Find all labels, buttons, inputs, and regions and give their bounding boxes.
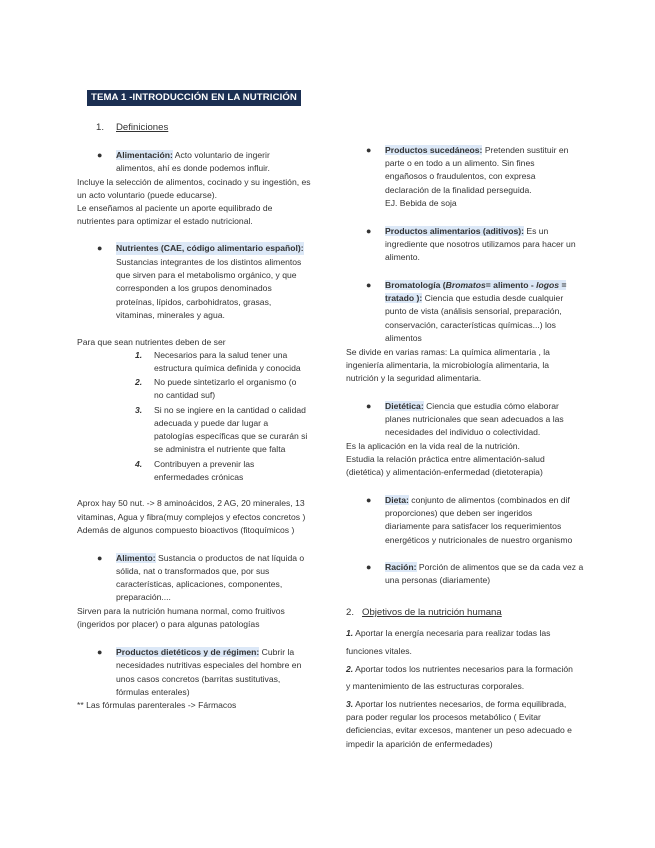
alimentacion-line-1 bbox=[116, 149, 270, 162]
dieta-line-4: energéticos y nutricionales de nuestro organismo bbox=[385, 535, 573, 545]
sucedaneos-line-1 bbox=[385, 144, 568, 157]
alimento-text: Sustancia o productos de nat líquida o bbox=[158, 553, 305, 563]
alimentacion-after-1: Incluye la selección de alimentos, cocinado y su ingestión, es bbox=[77, 177, 311, 187]
dieta-line-3: diariamente para satisfacer los requerimientos bbox=[385, 521, 562, 531]
bromatologia-term-d: logos bbox=[536, 280, 560, 290]
requisito-3-line-2: adecuada y puede dar lugar a bbox=[154, 418, 269, 428]
bullet-icon: ● bbox=[366, 495, 372, 505]
racion-term: Ración: bbox=[385, 562, 417, 572]
alimentacion-after-2: un acto voluntario (puede educarse). bbox=[77, 190, 217, 200]
sucedaneos-text: Pretenden sustituir en bbox=[484, 145, 569, 155]
bullet-icon: ● bbox=[366, 401, 372, 411]
bromatologia-term-b: Bromatos bbox=[445, 280, 486, 290]
requisitos-intro: Para que sean nutrientes deben de ser bbox=[77, 337, 226, 347]
bromatologia-after-3: nutrición y la seguridad alimentaria. bbox=[346, 373, 482, 383]
objetivo-3-line-2: para poder regular los procesos metabólico ( Evitar bbox=[346, 712, 541, 722]
dieteticos-line-4: fórmulas enterales) bbox=[116, 687, 190, 697]
bromatologia-after-1: Se divide en varias ramas: La química alimentaria , la bbox=[346, 347, 550, 357]
nutrientes-line-2: que sirven para el metabolismo orgánico, y que bbox=[116, 270, 297, 280]
requisito-2-number: 2. bbox=[135, 377, 143, 387]
section-1-title: Definiciones bbox=[116, 122, 169, 133]
objetivo-2-line-1 bbox=[346, 663, 573, 676]
objetivo-1-line-2: funciones vitales. bbox=[346, 646, 412, 656]
bromatologia-term-a: Bromatología ( bbox=[385, 280, 446, 290]
section-2-number: 2. bbox=[346, 607, 355, 618]
aditivos-line-3: alimento. bbox=[385, 252, 420, 262]
objetivo-2-line-2: y mantenimiento de las estructuras corporales. bbox=[346, 681, 525, 691]
alimentacion-after-4: nutrientes para optimizar el estado nutricional. bbox=[77, 216, 253, 226]
dietetica-after-2: Estudia la relación práctica entre alimentación-salud bbox=[346, 454, 545, 464]
bromatologia-term-e: = bbox=[559, 280, 567, 290]
requisito-1-line-2: estructura química definida y conocida bbox=[154, 363, 301, 373]
objetivo-3-line-4: impedir la aparición de enfermedades) bbox=[346, 739, 493, 749]
sucedaneos-line-4: declaración de la finalidad perseguida. bbox=[385, 185, 532, 195]
dieteticos-after: ** Las fórmulas parenterales -> Fármacos bbox=[77, 700, 237, 710]
bullet-icon: ● bbox=[366, 562, 372, 572]
requisito-1-number: 1. bbox=[135, 350, 143, 360]
alimento-after-2: (ingeridos por placer) o para algunas patologías bbox=[77, 619, 260, 629]
dieteticos-text: Cubrir la bbox=[261, 647, 295, 657]
dieteticos-line-3: unos casos concretos (barritas sustitutivas, bbox=[116, 674, 281, 684]
alimento-line-2: sólida, nat o transformados que, por sus bbox=[116, 566, 270, 576]
requisito-4-number: 4. bbox=[135, 459, 143, 469]
dieta-line-1 bbox=[385, 494, 570, 507]
bromatologia-line-1 bbox=[385, 292, 563, 305]
objetivo-1-line-1 bbox=[346, 627, 550, 640]
alimentacion-after-3: Le enseñamos al paciente un aporte equilibrado de bbox=[77, 203, 273, 213]
objetivo-3-line-1 bbox=[346, 698, 566, 711]
nutrientes-line-1: Sustancias integrantes de los distintos alimentos bbox=[116, 257, 302, 267]
alimentacion-text: Acto voluntario de ingerir bbox=[174, 150, 270, 160]
sucedaneos-term: Productos sucedáneos: bbox=[385, 145, 483, 155]
bullet-icon: ● bbox=[97, 553, 103, 563]
sucedaneos-line-3: engañosos o fraudulentos, con expresa bbox=[385, 171, 536, 181]
bromatologia-line-4: alimentos bbox=[385, 333, 422, 343]
alimentacion-line-2: alimentos, ahí es donde podemos influir. bbox=[116, 163, 270, 173]
alimento-line-3: características, aplicaciones, componentes, bbox=[116, 579, 283, 589]
dieta-text: conjunto de alimentos (combinados en dif bbox=[411, 495, 570, 505]
racion-line-2: una personas (diariamente) bbox=[385, 575, 491, 585]
sucedaneos-example: EJ. Bebida de soja bbox=[385, 198, 457, 208]
requisito-3-line-1: Si no se ingiere en la cantidad o calidad bbox=[154, 405, 306, 415]
requisito-4-line-1: Contribuyen a prevenir las bbox=[154, 459, 255, 469]
dieteticos-line-2: necesidades nutritivas especiales del hombre en bbox=[116, 660, 302, 670]
dietetica-line-1 bbox=[385, 400, 559, 413]
requisito-2-line-1: No puede sintetizarlo el organismo (o bbox=[154, 377, 297, 387]
dietetica-line-3: necesidades del individuo o colectividad. bbox=[385, 427, 541, 437]
bromatologia-line-2: punto de vista (análisis sensorial, preparación, bbox=[385, 306, 562, 316]
aditivos-term: Productos alimentarios (aditivos): bbox=[385, 226, 524, 236]
bullet-icon: ● bbox=[366, 226, 372, 236]
dietetica-term: Dietética: bbox=[385, 401, 424, 411]
bromatologia-term-line-1 bbox=[385, 279, 566, 292]
nutrientes-line-3: corresponden a los grupos denominados bbox=[116, 283, 272, 293]
dieteticos-line-1 bbox=[116, 646, 294, 659]
objetivo-1-text: Aportar la energía necesaria para realizar todas las bbox=[355, 628, 551, 638]
section-2-title: Objetivos de la nutrición humana bbox=[362, 607, 502, 618]
dieta-term: Dieta: bbox=[385, 495, 409, 505]
requisito-3-line-3: patologías específicas que se curarán si bbox=[154, 431, 308, 441]
dietetica-after-1: Es la aplicación en la vida real de la nutrición. bbox=[346, 441, 520, 451]
racion-text: Porción de alimentos que se da cada vez a bbox=[418, 562, 584, 572]
dieteticos-term: Productos dietéticos y de régimen: bbox=[116, 647, 260, 657]
bromatologia-text: Ciencia que estudia desde cualquier bbox=[424, 293, 564, 303]
alimentacion-term: Alimentación: bbox=[116, 150, 173, 160]
aditivos-line-2: ingrediente que nosotros utilizamos para hacer un bbox=[385, 239, 576, 249]
requisito-4-line-2: enfermedades crónicas bbox=[154, 472, 244, 482]
bullet-icon: ● bbox=[97, 243, 103, 253]
requisito-3-line-4: se administra el nutriente que falta bbox=[154, 444, 286, 454]
page-title: TEMA 1 -INTRODUCCIÓN EN LA NUTRICIÓN bbox=[87, 90, 301, 106]
objetivo-2-text: Aportar todos los nutrientes necesarios para la formación bbox=[355, 664, 573, 674]
aprox-line-3: Además de algunos compuesto bioactivos (fitoquímicos ) bbox=[77, 525, 295, 535]
dieta-line-2: proporciones) que deben ser ingeridos bbox=[385, 508, 533, 518]
aditivos-text: Es un bbox=[526, 226, 549, 236]
dietetica-line-2: planes nutricionales que sean adecuados a las bbox=[385, 414, 564, 424]
aditivos-line-1 bbox=[385, 225, 548, 238]
aprox-line-1: Aprox hay 50 nut. -> 8 aminoácidos, 2 AG, 20 minerales, 13 bbox=[77, 498, 305, 508]
racion-line-1 bbox=[385, 561, 583, 574]
bullet-icon: ● bbox=[366, 145, 372, 155]
bullet-icon: ● bbox=[97, 647, 103, 657]
objetivo-3-number: 3. bbox=[346, 699, 354, 709]
dietetica-after-3: (dietética) y alimentación-enfermedad (dietoterapia) bbox=[346, 467, 543, 477]
alimento-line-1 bbox=[116, 552, 304, 565]
requisito-3-number: 3. bbox=[135, 405, 143, 415]
section-1-number: 1. bbox=[96, 122, 105, 133]
aprox-line-2: vitaminas, Agua y fibra(muy complejos y efectos concretos ) bbox=[77, 512, 306, 522]
bullet-icon: ● bbox=[366, 280, 372, 290]
dietetica-text: Ciencia que estudia cómo elaborar bbox=[426, 401, 559, 411]
objetivo-2-number: 2. bbox=[346, 664, 354, 674]
objetivo-3-line-3: deficiencias, evitar excesos, mantener un peso adecuado e bbox=[346, 725, 572, 735]
alimento-term: Alimento: bbox=[116, 553, 156, 563]
bromatologia-term-f: tratado ): bbox=[385, 293, 423, 303]
nutrientes-line-5: vitaminas, minerales y agua. bbox=[116, 310, 225, 320]
bullet-icon: ● bbox=[97, 150, 103, 160]
nutrientes-term: Nutrientes (CAE, código alimentario español): bbox=[116, 243, 304, 253]
alimento-line-4: preparación.... bbox=[116, 592, 171, 602]
alimento-after-1: Sirven para la nutrición humana normal, como fruitivos bbox=[77, 606, 285, 616]
objetivo-1-number: 1. bbox=[346, 628, 354, 638]
sucedaneos-line-2: parte o en todo a un alimento. Sin fines bbox=[385, 158, 535, 168]
bromatologia-after-2: ingeniería alimentaria, la microbiología alimentaria, la bbox=[346, 360, 550, 370]
nutrientes-line-4: proteínas, lípidos, carbohidratos, grasas, bbox=[116, 297, 272, 307]
objetivo-3-text: Aportar los nutrientes necesarios, de forma equilibrada, bbox=[355, 699, 567, 709]
requisito-2-line-2: no cantidad suf) bbox=[154, 390, 216, 400]
requisito-1-line-1: Necesarios para la salud tener una bbox=[154, 350, 288, 360]
bromatologia-line-3: conservación, características químicas...) los bbox=[385, 320, 556, 330]
bromatologia-term-c: = alimento - bbox=[485, 280, 537, 290]
